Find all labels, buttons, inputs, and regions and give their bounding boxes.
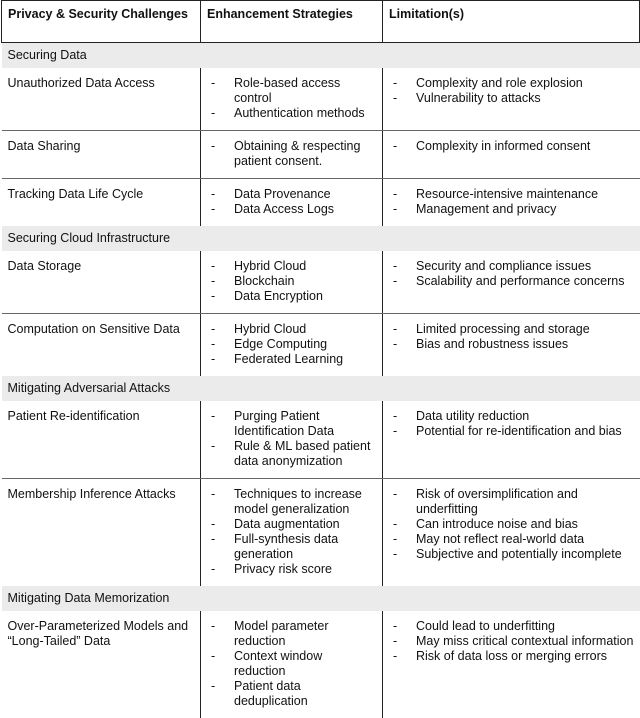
strategy-item: - Purging Patient Identification Data: [207, 409, 377, 439]
section-header-row: [2, 376, 640, 401]
strategies-cell: [201, 251, 383, 314]
limitation-item: - Security and compliance issues: [389, 259, 635, 274]
header-strategies: Enhancement Strategies: [201, 1, 383, 43]
challenge-cell: Unauthorized Data Access: [2, 68, 201, 131]
limitations-cell: [383, 179, 640, 227]
table-row: [2, 68, 640, 131]
strategies-cell: [201, 179, 383, 227]
section-title: Mitigating Data Memorization: [2, 586, 640, 611]
limitations-cell: [383, 479, 640, 587]
limitation-item: - Complexity and role explosion: [389, 76, 635, 91]
strategy-item: - Context window reduction: [207, 649, 377, 679]
limitation-item: - Limited processing and storage: [389, 322, 635, 337]
limitation-item: - Could lead to underfitting: [389, 619, 635, 634]
strategy-item: - Data Access Logs: [207, 202, 377, 217]
strategy-item: - Edge Computing: [207, 337, 377, 352]
strategy-item: - Patient data deduplication: [207, 679, 377, 709]
limitations-list: [389, 409, 635, 439]
strategies-list: [207, 139, 377, 169]
limitations-list: [389, 619, 635, 664]
limitation-item: - Management and privacy: [389, 202, 635, 217]
strategies-cell: [201, 401, 383, 479]
section-title: Securing Data: [2, 43, 640, 69]
limitation-item: - Risk of oversimplification and underfitting: [389, 487, 635, 517]
strategies-list: [207, 619, 377, 709]
section-title: Securing Cloud Infrastructure: [2, 226, 640, 251]
strategy-item: - Obtaining & respecting patient consent.: [207, 139, 377, 169]
strategy-item: - Hybrid Cloud: [207, 259, 377, 274]
strategy-item: - Full-synthesis data generation: [207, 532, 377, 562]
challenge-cell: Data Sharing: [2, 131, 201, 179]
table-row: [2, 611, 640, 718]
strategy-item: - Role-based access control: [207, 76, 377, 106]
table-row: [2, 179, 640, 227]
strategy-item: - Hybrid Cloud: [207, 322, 377, 337]
table-row: [2, 314, 640, 377]
challenge-cell: Over-Parameterized Models and “Long-Tailed” Data: [2, 611, 201, 718]
strategies-cell: [201, 611, 383, 718]
privacy-security-table: [1, 0, 640, 718]
table-header-row: [2, 1, 640, 43]
limitation-item: - Scalability and performance concerns: [389, 274, 635, 289]
strategies-list: [207, 187, 377, 217]
strategies-list: [207, 487, 377, 577]
strategies-list: [207, 76, 377, 121]
strategies-cell: [201, 479, 383, 587]
challenge-cell: Membership Inference Attacks: [2, 479, 201, 587]
limitation-item: - Vulnerability to attacks: [389, 91, 635, 106]
challenge-cell: Tracking Data Life Cycle: [2, 179, 201, 227]
strategy-item: - Model parameter reduction: [207, 619, 377, 649]
limitations-cell: [383, 251, 640, 314]
limitation-item: - May miss critical contextual information: [389, 634, 635, 649]
limitations-list: [389, 259, 635, 289]
table-row: [2, 401, 640, 479]
strategy-item: - Data Provenance: [207, 187, 377, 202]
limitations-cell: [383, 131, 640, 179]
challenge-cell: Computation on Sensitive Data: [2, 314, 201, 377]
table-row: [2, 251, 640, 314]
limitation-item: - Can introduce noise and bias: [389, 517, 635, 532]
strategy-item: - Data augmentation: [207, 517, 377, 532]
limitations-list: [389, 322, 635, 352]
strategy-item: - Techniques to increase model generalization: [207, 487, 377, 517]
header-challenges: Privacy & Security Challenges: [2, 1, 201, 43]
strategies-list: [207, 322, 377, 367]
section-header-row: [2, 586, 640, 611]
strategy-item: - Privacy risk score: [207, 562, 377, 577]
section-title: Mitigating Adversarial Attacks: [2, 376, 640, 401]
limitations-list: [389, 187, 635, 217]
limitation-item: - Bias and robustness issues: [389, 337, 635, 352]
limitations-list: [389, 76, 635, 106]
limitations-list: [389, 487, 635, 562]
strategies-list: [207, 259, 377, 304]
table-row: [2, 131, 640, 179]
strategy-item: - Authentication methods: [207, 106, 377, 121]
limitations-cell: [383, 611, 640, 718]
table-row: [2, 479, 640, 587]
section-header-row: [2, 226, 640, 251]
limitation-item: - Subjective and potentially incomplete: [389, 547, 635, 562]
challenge-cell: Data Storage: [2, 251, 201, 314]
strategy-item: - Data Encryption: [207, 289, 377, 304]
strategy-item: - Rule & ML based patient data anonymization: [207, 439, 377, 469]
limitations-cell: [383, 401, 640, 479]
strategy-item: - Federated Learning: [207, 352, 377, 367]
limitation-item: - Potential for re-identification and bias: [389, 424, 635, 439]
strategies-list: [207, 409, 377, 469]
limitations-cell: [383, 314, 640, 377]
limitation-item: - Complexity in informed consent: [389, 139, 635, 154]
limitation-item: - Resource-intensive maintenance: [389, 187, 635, 202]
strategies-cell: [201, 314, 383, 377]
limitations-cell: [383, 68, 640, 131]
limitation-item: - Risk of data loss or merging errors: [389, 649, 635, 664]
challenge-cell: Patient Re-identification: [2, 401, 201, 479]
strategies-cell: [201, 131, 383, 179]
strategy-item: - Blockchain: [207, 274, 377, 289]
section-header-row: [2, 43, 640, 69]
limitations-list: [389, 139, 635, 154]
header-limitations: Limitation(s): [383, 1, 640, 43]
limitation-item: - May not reflect real-world data: [389, 532, 635, 547]
limitation-item: - Data utility reduction: [389, 409, 635, 424]
strategies-cell: [201, 68, 383, 131]
table-body: [2, 43, 640, 718]
